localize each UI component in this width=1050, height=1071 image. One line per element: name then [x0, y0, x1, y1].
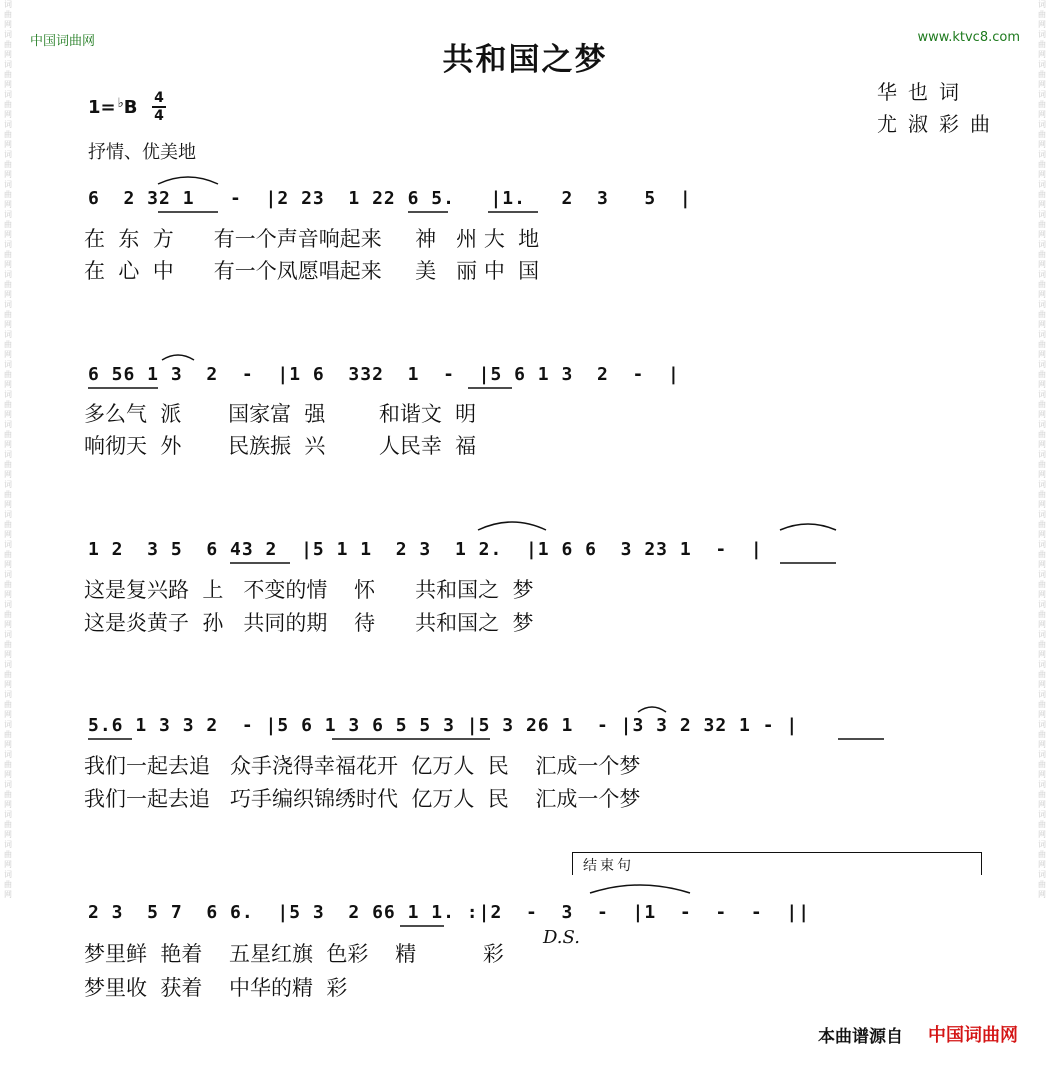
lyric-line-1-verse-2: 在 心 中 有一个凤愿唱起来 美 丽 中 国 — [84, 259, 540, 283]
lyric-line-1-verse-1: 在 东 方 有一个声音响起来 神 州 大 地 — [84, 227, 540, 251]
site-name-left: 中国词曲网 — [30, 34, 96, 49]
lyric-line-2-verse-1: 多么气 派 国家富 强 和谐文 明 — [84, 402, 477, 426]
source-label: 本曲谱源自 — [818, 1027, 903, 1047]
notation-line-5: 2 3 5 7 6 6. |5 3 2 66 1 1. :|2 - 3 - |1 - - - || — [88, 902, 811, 923]
lyricist-credit: 华也词 — [877, 80, 970, 104]
slur-4 — [590, 885, 690, 893]
slur-6 — [162, 355, 194, 360]
dal-segno-mark: D.S. — [543, 927, 580, 948]
tempo-marking: 抒情、优美地 — [88, 142, 196, 163]
source-site-link[interactable]: 中国词曲网 — [928, 1025, 1018, 1046]
lyric-line-4-verse-1: 我们一起去追 众手浇得幸福花开 亿万人 民 汇成一个梦 — [84, 754, 641, 778]
notation-line-3: 1 2 3 5 6 43 2 |5 1 1 2 3 1 2. |1 6 6 3 23 1 - | — [88, 539, 763, 560]
slur-2 — [478, 522, 546, 530]
lyric-line-2-verse-2: 响彻天 外 民族振 兴 人民幸 福 — [84, 434, 477, 458]
ending-label: 结束句 — [583, 858, 634, 874]
notation-line-1: 6 2 32 1 - |2 23 1 22 6 5. |1. 2 3 5 | — [88, 188, 692, 209]
slur-5 — [638, 707, 666, 712]
notation-line-2: 6 56 1 3 2 - |1 6 332 1 - |5 6 1 3 2 - | — [88, 364, 680, 385]
site-url-right: www.ktvc8.com — [917, 30, 1020, 45]
notation-line-4: 5.6 1 3 3 2 - |5 6 1 3 6 5 5 3 |5 3 26 1 - |3 3 2 32 1 - | — [88, 715, 799, 736]
lyric-line-5-verse-1: 梦里鲜 艳着 五星红旗 色彩 精 彩 — [84, 942, 504, 966]
lyric-line-3-verse-1: 这是复兴路 上 不变的情 怀 共和国之 梦 — [84, 578, 534, 602]
slur-3 — [780, 524, 836, 530]
key-signature: 1= ♭B — [88, 96, 138, 118]
lyric-line-4-verse-2: 我们一起去追 巧手编织锦绣时代 亿万人 民 汇成一个梦 — [84, 787, 641, 811]
watermark-strip-left: 词曲网词曲网词曲网词曲网词曲网词曲网词曲网词曲网词曲网词曲网词曲网词曲网词曲网词曲网词曲网词曲网词曲网词曲网词曲网词曲网词曲网词曲网词曲网词曲网词曲网词曲网词曲网词曲网词曲网词曲网 — [4, 0, 12, 899]
slur-1 — [158, 177, 218, 184]
time-signature: 4 4 — [152, 91, 166, 123]
lyric-line-3-verse-2: 这是炎黄子 孙 共同的期 待 共和国之 梦 — [84, 611, 534, 635]
lyric-line-5-verse-2: 梦里收 获着 中华的精 彩 — [84, 976, 348, 1000]
watermark-strip-right: 词曲网词曲网词曲网词曲网词曲网词曲网词曲网词曲网词曲网词曲网词曲网词曲网词曲网词曲网词曲网词曲网词曲网词曲网词曲网词曲网词曲网词曲网词曲网词曲网词曲网词曲网词曲网词曲网词曲网词曲网 — [1038, 0, 1046, 899]
composer-credit: 尤淑彩曲 — [877, 112, 1001, 136]
song-title: 共和国之梦 — [442, 42, 608, 78]
